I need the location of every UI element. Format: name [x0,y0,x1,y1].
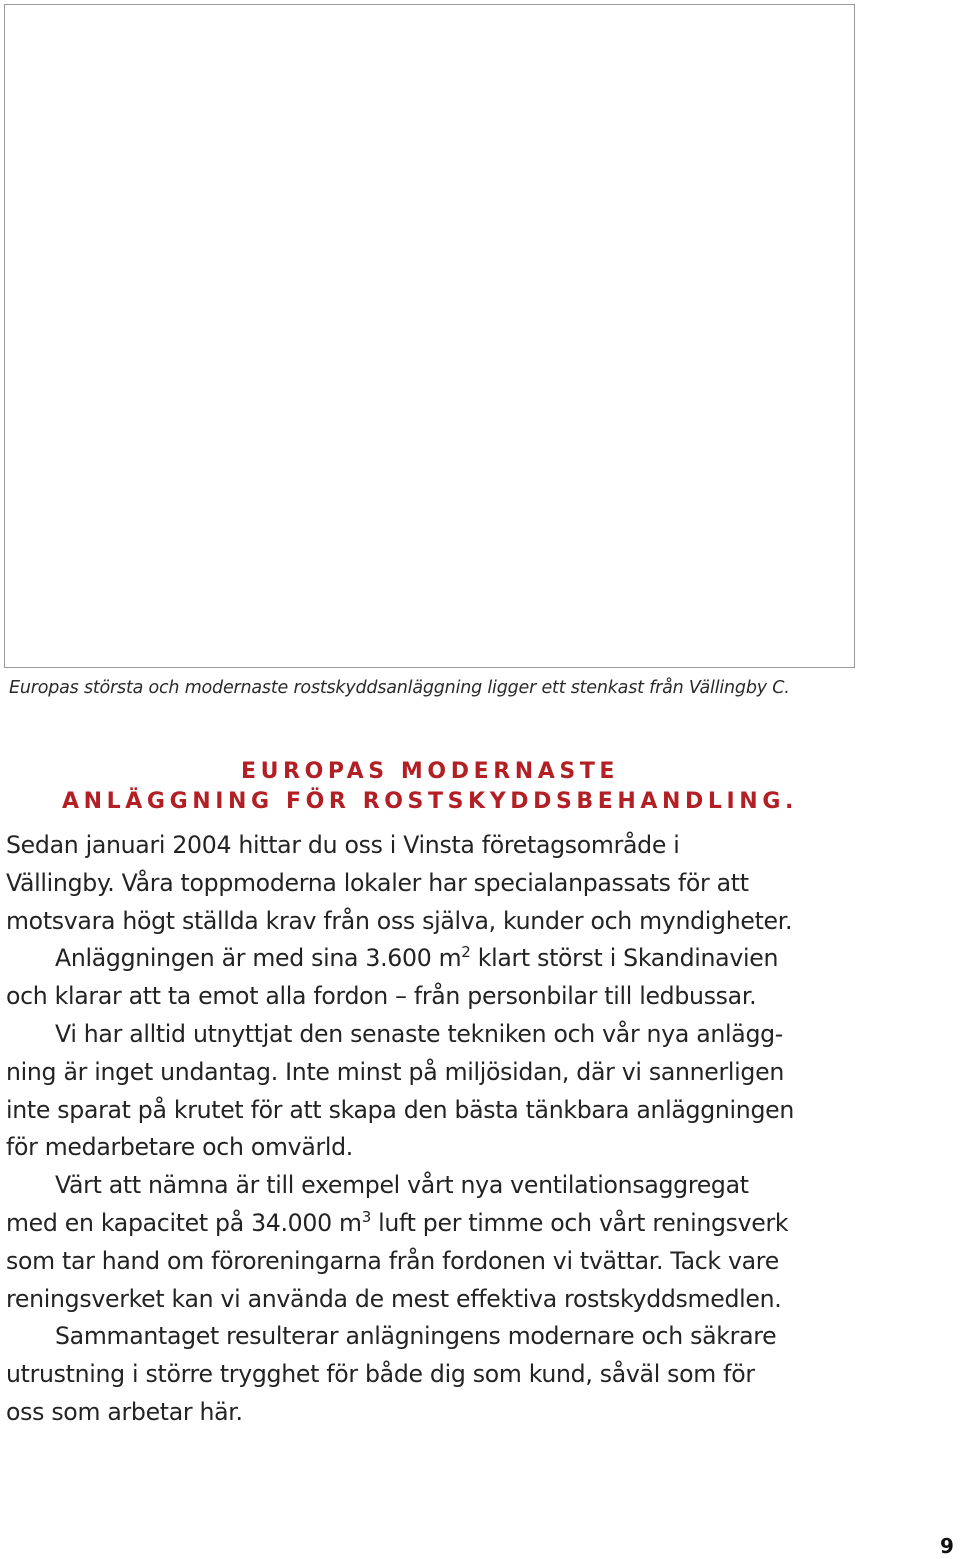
body-line: Vi har alltid utnyttjat den senaste tekniken och vår nya anlägg- [55,1019,784,1048]
photo-placeholder [4,4,855,668]
heading-line-1: EUROPAS MODERNASTE [240,759,620,784]
body-line: Vällingby. Våra toppmoderna lokaler har specialanpassats för att [6,868,749,897]
heading-line-2: ANLÄGGNING FÖR ROSTSKYDDSBEHANDLING. [62,789,798,814]
body-line [6,940,866,978]
section-heading [0,757,860,817]
body-line: motsvara högt ställda krav från oss själva, kunder och myndigheter. [6,906,793,935]
body-line: Sedan januari 2004 hittar du oss i Vinsta företagsområde i [6,831,680,859]
page-number: 9 [940,1534,954,1558]
body-text-segment: med en kapacitet på 34.000 m [6,1208,362,1237]
body-line: oss som arbetar här. [6,1397,243,1426]
body-line: för medarbetare och omvärld. [6,1133,354,1162]
body-line: och klarar att ta emot alla fordon – från personbilar till ledbussar. [6,982,757,1011]
body-text [6,827,866,1432]
body-text-segment: klart störst i Skandinavien [470,944,779,973]
body-text-segment: luft per timme och vårt reningsverk [370,1208,789,1237]
body-line: Värt att nämna är till exempel vårt nya ventilationsaggregat [55,1171,749,1200]
body-line: som tar hand om föroreningarna från fordonen vi tvättar. Tack vare [6,1246,779,1275]
body-line: Sammantaget resulterar anlägningens modernare och säkrare [55,1322,777,1351]
body-line [6,1205,866,1243]
body-line: ning är inget undantag. Inte minst på miljösidan, där vi sannerligen [6,1057,784,1086]
body-line: inte sparat på krutet för att skapa den bästa tänkbara anläggningen [6,1095,794,1124]
body-line: utrustning i större trygghet för både dig som kund, såväl som för [6,1360,755,1389]
superscript: 2 [461,943,471,962]
body-line: reningsverket kan vi använda de mest effektiva rostskyddsmedlen. [6,1284,782,1313]
superscript: 3 [361,1207,371,1226]
body-text-segment: Anläggningen är med sina 3.600 m [55,944,462,973]
photo-caption: Europas största och modernaste rostskyddsanläggning ligger ett stenkast från Vällingby C. [9,678,790,698]
